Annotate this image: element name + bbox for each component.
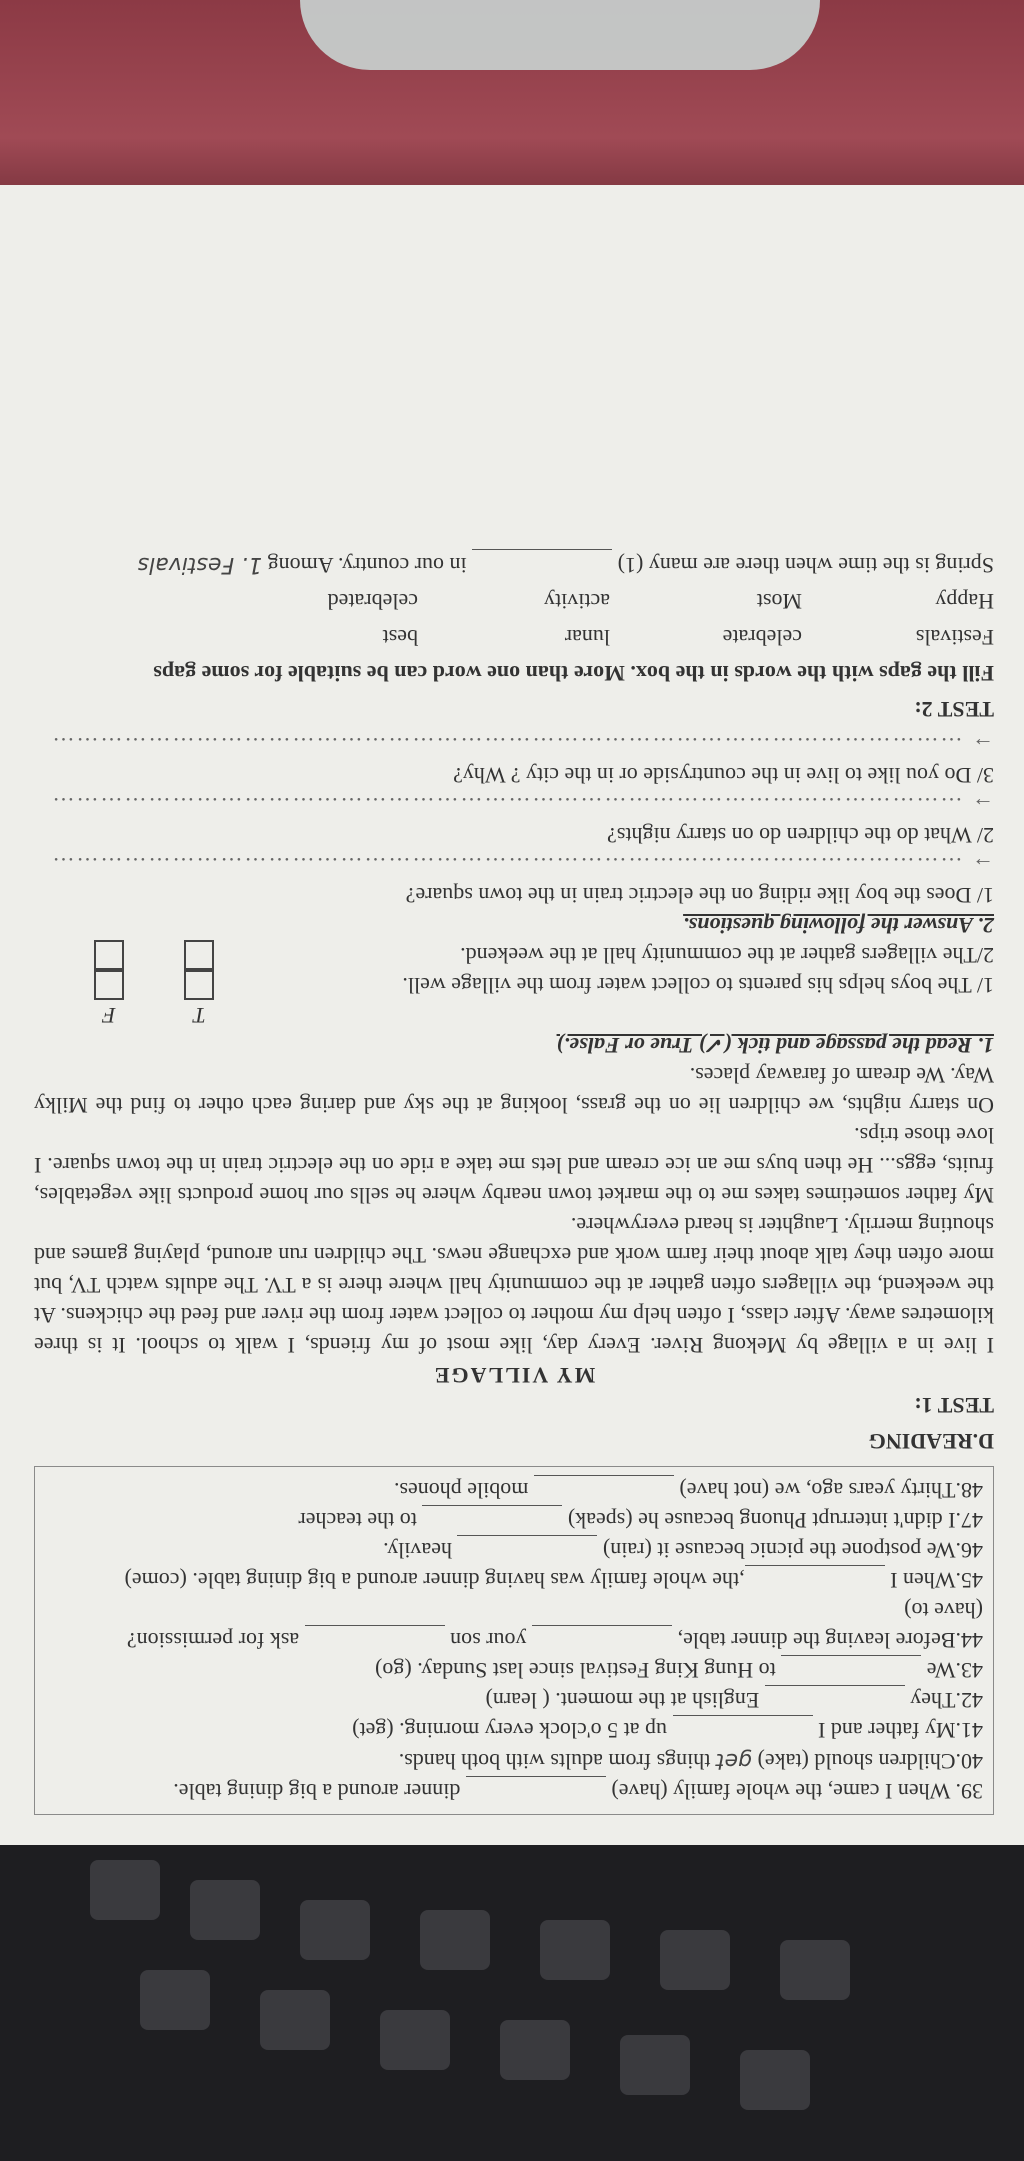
word-option: Festivals: [915, 625, 994, 650]
exercise-line: 41.My father and I up at 5 o'clock every morning. (get): [45, 1715, 983, 1745]
test-heading: TEST 1:: [914, 1393, 994, 1418]
keyboard-key: [540, 1920, 610, 1980]
keyboard-key: [620, 2035, 690, 2095]
test-heading: TEST 2:: [914, 697, 994, 722]
word-option: best: [382, 625, 418, 650]
exercise-box: [34, 1466, 994, 1815]
passage-paragraph: My father sometimes takes me to the market town nearby where he sells our home products like vegetables, fruits, eggs... He then buys me an ice cream and lets me take a ride on the electric train in the town square. I love those trips.: [34, 1123, 994, 1208]
section-heading: D.READING: [868, 1429, 994, 1454]
worksheet-paper: [0, 185, 1024, 1845]
statement-text: 2/The villagers gather at the community hall at the weekend.: [460, 943, 994, 968]
handwritten-answer: 1. Festivals: [137, 552, 263, 577]
keyboard-key: [420, 1910, 490, 1970]
exercise-line: 40.Children should (take) get things from adults with both hands.: [398, 1748, 983, 1774]
exercise-line: 46.We postpone the picnic because it (rain) heavily.: [45, 1535, 983, 1565]
answer-line: → ……………………………………………………………………………………………………: [50, 853, 994, 878]
keyboard-key: [380, 2010, 450, 2070]
keyboard-key: [300, 1900, 370, 1960]
word-option: activity: [544, 589, 610, 614]
passage-title: MY VILLAGE: [432, 1363, 596, 1388]
passage-paragraph: On starry nights, we children lie on the grass, looking at the sky and daring each other to find the Milky Way. We dream of faraway places.: [34, 1063, 994, 1118]
true-false-item: [34, 970, 994, 1000]
exercise-line: 47.I didn't interrupt Phuong because he (speak) to the teacher: [45, 1505, 983, 1535]
handwritten-answer: get: [715, 1748, 753, 1773]
answer-line: → ……………………………………………………………………………………………………: [50, 793, 994, 818]
keyboard-key: [140, 1970, 210, 2030]
answer-line: → ……………………………………………………………………………………………………: [50, 733, 994, 758]
background-keyboard: [0, 1820, 1024, 2161]
fill-sentence: Spring is the time when there are many (1) in our country. Among 1. Festivals: [34, 549, 994, 580]
true-false-item: [34, 940, 994, 970]
exercise-line: 45.When I ,the whole family was having dinner around a big dining table. (come): [45, 1565, 983, 1595]
exercise-line: 39. When I came, the whole family (have) dinner around a big dining table.: [45, 1776, 983, 1806]
passage-paragraph: I live in a village by Mekong River. Every day, like most of my friends, I walk to school. It is three kilometres away. After class, I often help my mother to collect water from the river and feed the chickens. At the weekend, the villagers often gather at the community hall where there is a TV. The adults watch TV, but more often they talk about their farm work and exchange news. The children run around, playing games and shouting merrily. Laughter is heard everywhere.: [34, 1213, 994, 1358]
keyboard-key: [90, 1860, 160, 1920]
true-label: T: [193, 1003, 206, 1028]
word-option: celebrated: [327, 589, 418, 614]
word-box: [34, 586, 994, 652]
word-option: celebrate: [722, 625, 802, 650]
true-checkbox[interactable]: [184, 940, 214, 970]
false-checkbox[interactable]: [94, 940, 124, 970]
exercise-line: 43.We to Hung King Festival since last Sunday. (go): [45, 1655, 983, 1685]
word-option: Happy: [935, 589, 994, 614]
question-heading: 2. Answer the following questions.: [683, 913, 994, 938]
question-text: 3/ Do you like to live in the countryside or in the city ? Why?: [453, 763, 994, 788]
statement-text: 1/ The boys helps his parents to collect water from the village well.: [402, 973, 994, 998]
exercise-line: 42.They English at the moment. ( learn): [45, 1685, 983, 1715]
question-text: 1/ Does the boy like riding on the electric train in the town square?: [405, 883, 994, 908]
keyboard-key: [660, 1930, 730, 1990]
keyboard-key: [260, 1990, 330, 2050]
background-cloth: [300, 0, 820, 70]
keyboard-key: [500, 2020, 570, 2080]
true-checkbox[interactable]: [184, 970, 214, 1000]
keyboard-key: [780, 1940, 850, 2000]
instruction-text: Fill the gaps with the words in the box. More than one word can be suitable for some gaps: [153, 661, 994, 686]
worksheet-content: [34, 549, 994, 1815]
false-label: F: [102, 1003, 116, 1028]
word-option: lunar: [564, 625, 610, 650]
keyboard-key: [190, 1880, 260, 1940]
question-heading: 1. Read the passage and tick (✓) True or False.): [556, 1033, 994, 1058]
false-checkbox[interactable]: [94, 970, 124, 1000]
word-option: Most: [756, 589, 802, 614]
true-false-header: [102, 1000, 994, 1030]
question-text: 2/ What do the children do on starry nights?: [607, 823, 994, 848]
exercise-line: 44.Before leaving the dinner table, your son ask for permission?: [45, 1625, 983, 1655]
exercise-line: (have to): [904, 1598, 983, 1623]
exercise-line: 48.Thirty years ago, we (not have) mobile phones.: [45, 1475, 983, 1505]
keyboard-key: [740, 2050, 810, 2110]
